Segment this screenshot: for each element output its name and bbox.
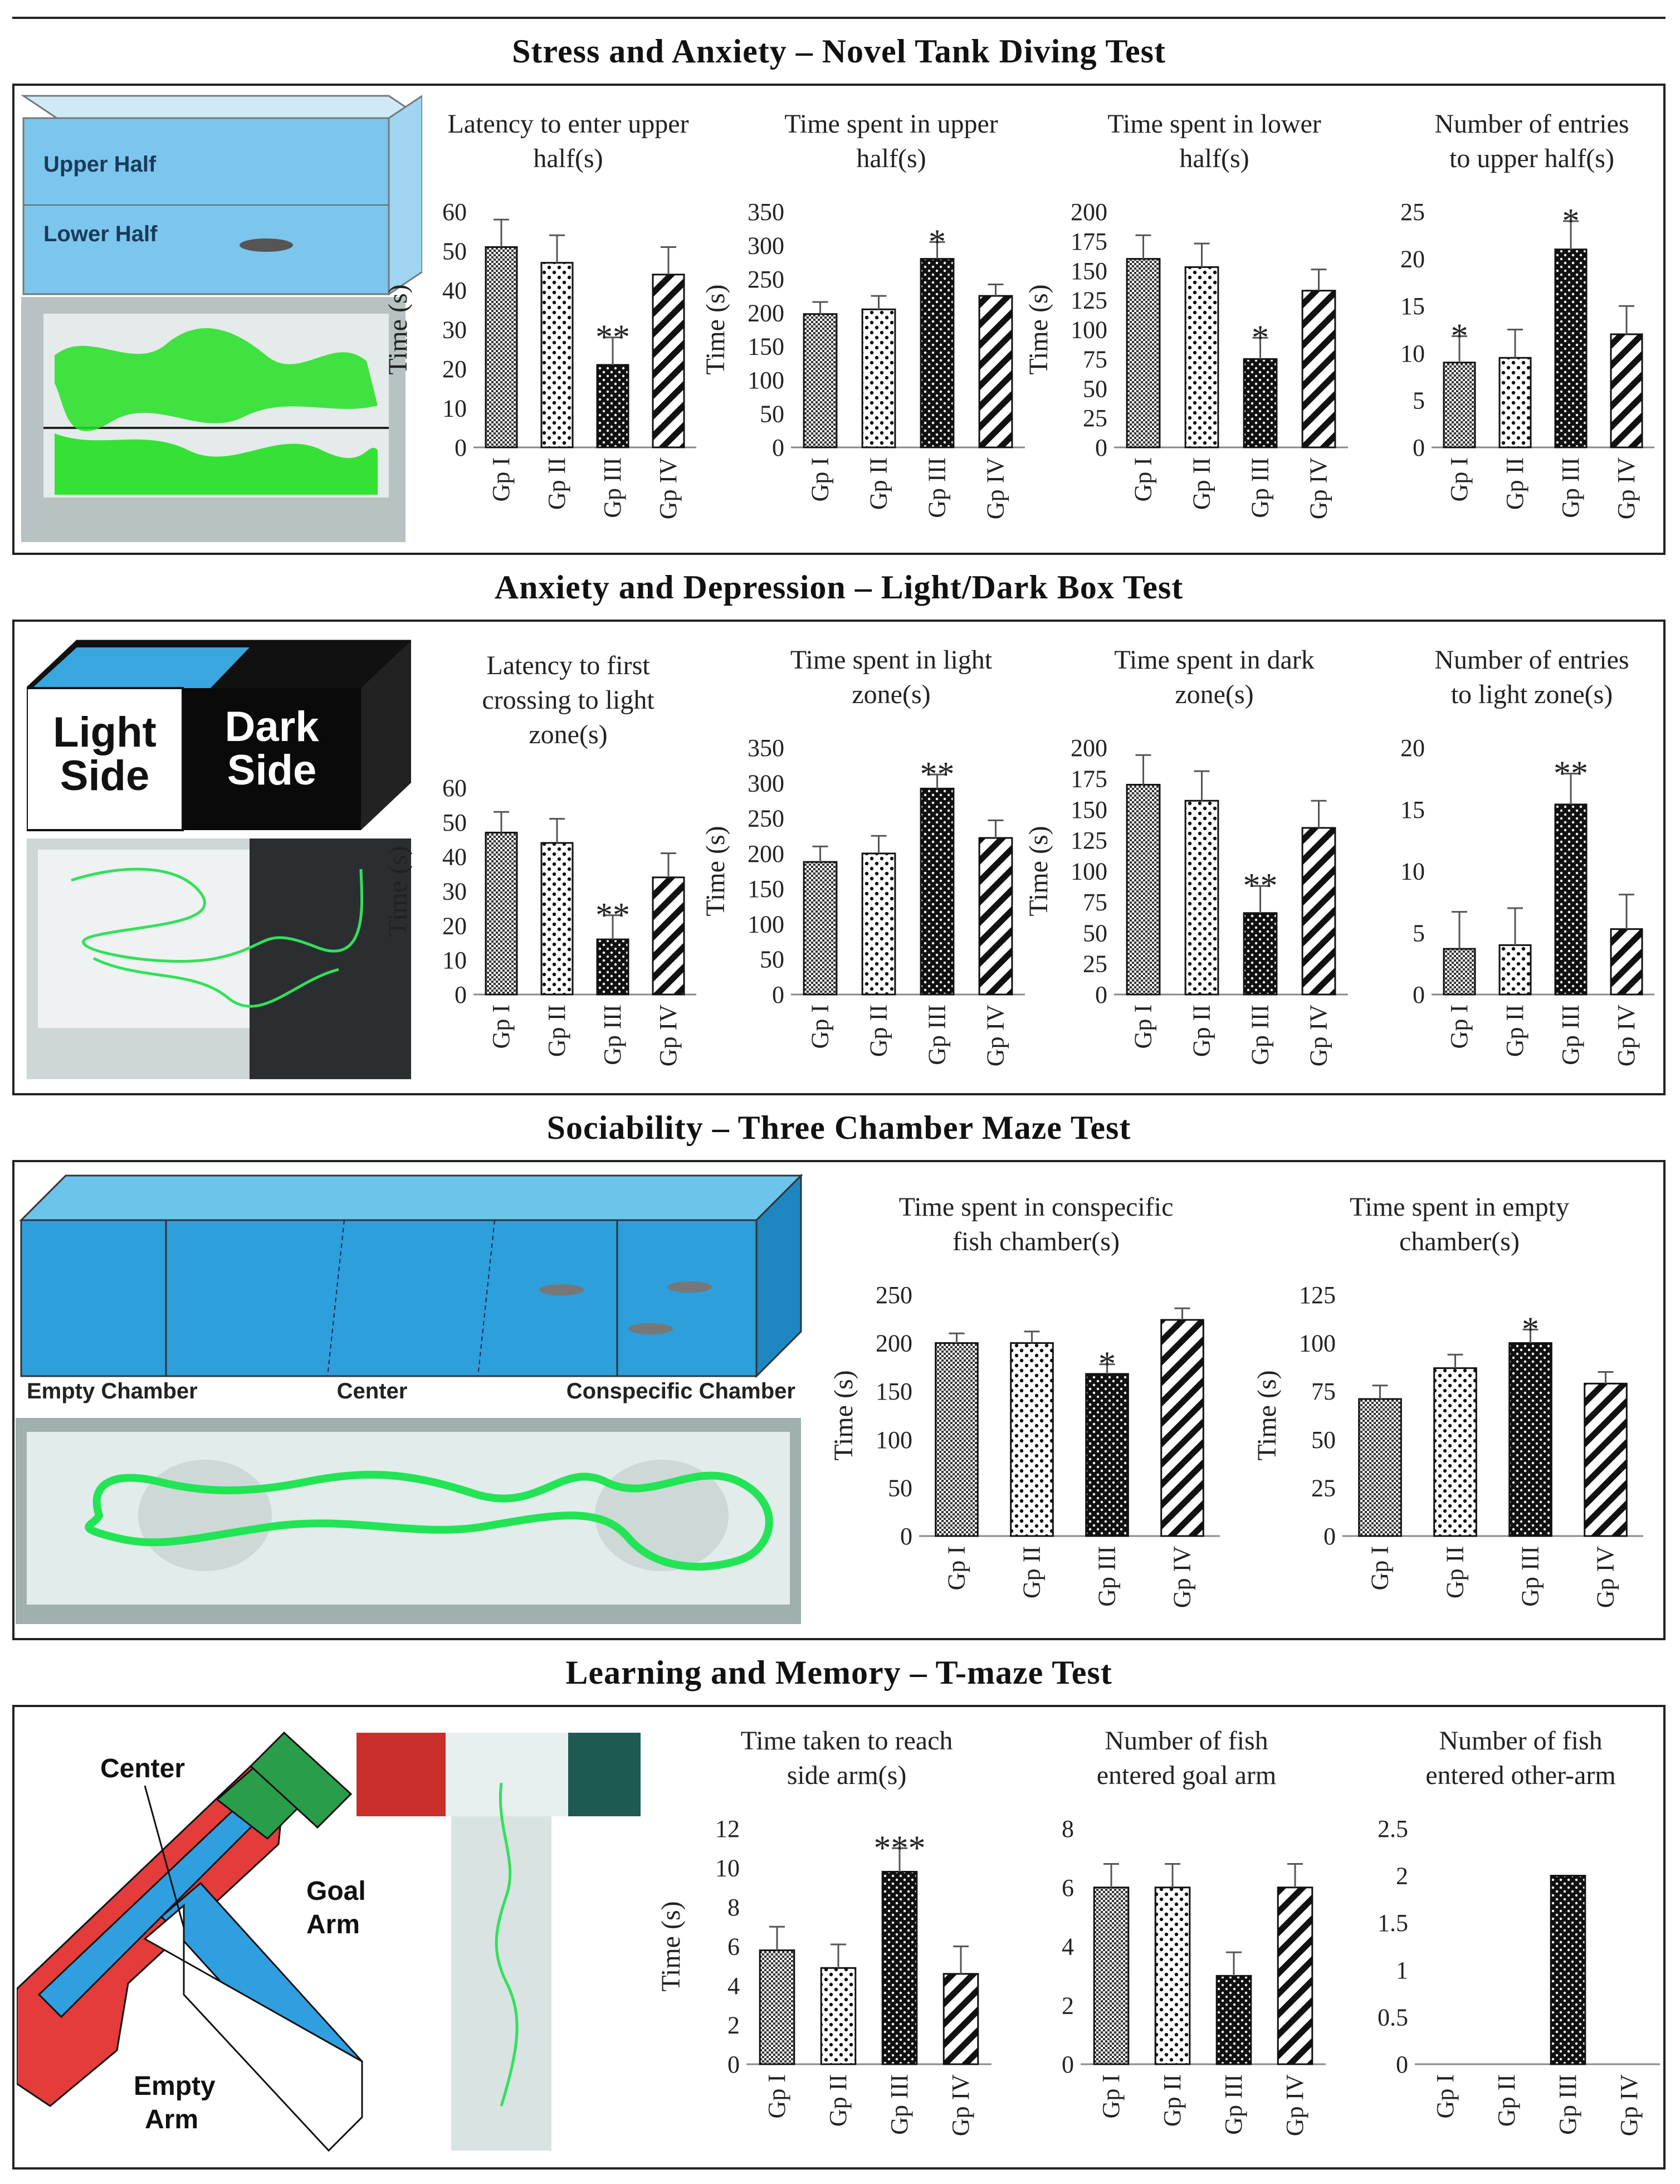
x-tick-label: Gp IV [1591, 1546, 1619, 1608]
dark-side-label-1: Dark [224, 703, 319, 750]
chart-time-upper-half [701, 105, 1036, 539]
section-header-three-chamber [12, 1093, 1666, 1162]
significance-marker: ** [1243, 867, 1278, 905]
x-tick-label: Gp I [1129, 457, 1157, 502]
y-tick-label: 200 [748, 840, 784, 867]
bar [1217, 1976, 1251, 2064]
y-tick-label: 75 [1083, 345, 1107, 373]
y-tick-label: 6 [727, 1933, 740, 1961]
y-tick-label: 20 [442, 912, 467, 940]
goal-arm-label-2: Arm [306, 1910, 360, 1939]
center-label: Center [336, 1379, 408, 1403]
x-tick-label: Gp I [1445, 457, 1473, 502]
x-tick-label: Gp II [1493, 2074, 1520, 2127]
chart-title: zone(s) [1175, 680, 1254, 709]
light-side-label-1: Light [53, 709, 157, 756]
bar [597, 365, 628, 447]
x-tick-label: Gp IV [1281, 2074, 1308, 2137]
x-tick-label: Gp III [1093, 1546, 1121, 1607]
x-tick-label: Gp IV [1305, 457, 1332, 520]
x-tick-label: Gp IV [1613, 457, 1640, 520]
y-tick-label: 0 [1413, 981, 1425, 1008]
y-tick-label: 60 [442, 198, 467, 226]
bar [1127, 259, 1160, 447]
x-tick-label: Gp III [1246, 457, 1274, 518]
y-tick-label: 0 [1062, 2051, 1074, 2078]
x-tick-label: Gp II [1441, 1546, 1469, 1599]
x-tick-label: Gp I [1097, 2074, 1125, 2119]
chart-time-empty-chamber [1242, 1188, 1654, 1628]
y-tick-label: 40 [442, 277, 467, 304]
bar [1302, 828, 1335, 994]
section-title: Stress and Anxiety – Novel Tank Diving Test [512, 32, 1166, 70]
bar [1185, 267, 1218, 447]
chart-title: Time spent in upper [784, 109, 998, 139]
y-axis-label: Time (s) [383, 846, 413, 937]
y-tick-label: 150 [748, 875, 784, 903]
bar [1155, 1888, 1190, 2064]
y-tick-label: 75 [1083, 888, 1107, 916]
x-tick-label: Gp I [1445, 1005, 1473, 1049]
chart-title: Number of fish [1105, 1726, 1268, 1756]
y-tick-label: 4 [1062, 1933, 1074, 1961]
section-header-novel-tank [12, 17, 1666, 86]
y-tick-label: 12 [715, 1815, 740, 1842]
y-tick-label: 10 [1400, 339, 1425, 367]
y-tick-label: 25 [1400, 198, 1425, 226]
bar [1185, 801, 1218, 994]
x-tick-label: Gp III [1557, 457, 1584, 518]
chart-svg [1348, 1722, 1671, 2156]
bar [1500, 945, 1531, 994]
bar [1551, 1876, 1585, 2064]
y-tick-label: 2 [1062, 1992, 1074, 2020]
chart-svg [819, 1188, 1231, 1628]
bar [1611, 929, 1642, 994]
y-tick-label: 25 [1311, 1474, 1336, 1502]
bar [1094, 1888, 1129, 2064]
bar [1585, 1383, 1627, 1536]
y-tick-label: 50 [442, 237, 467, 265]
x-tick-label: Gp IV [947, 2074, 974, 2137]
x-tick-label: Gp II [543, 457, 570, 510]
empty-arm-label-2: Arm [145, 2105, 199, 2134]
y-tick-label: 50 [760, 400, 784, 428]
bar [653, 275, 684, 447]
significance-marker: ** [595, 896, 630, 934]
bar [1500, 358, 1531, 447]
chart-svg [1014, 1722, 1337, 2156]
bar [1302, 291, 1335, 447]
three-chamber-illustration [16, 1170, 807, 1627]
x-tick-label: Gp II [1501, 1005, 1528, 1057]
y-tick-label: 30 [442, 878, 467, 905]
x-tick-label: Gp IV [981, 1005, 1009, 1067]
bar [1444, 363, 1475, 447]
significance-marker: * [1522, 1310, 1539, 1349]
x-tick-label: Gp I [487, 457, 515, 502]
chart-fish-goal-arm [1014, 1722, 1337, 2156]
chart-title: zone(s) [852, 680, 931, 709]
bar [804, 314, 837, 447]
bar [1127, 784, 1160, 994]
bar [541, 263, 573, 447]
y-tick-label: 250 [876, 1281, 912, 1309]
significance-marker: * [1451, 317, 1468, 355]
x-tick-label: Gp IV [655, 1005, 682, 1067]
x-tick-label: Gp I [942, 1546, 970, 1591]
x-tick-label: Gp II [543, 1005, 570, 1057]
y-tick-label: 100 [748, 910, 784, 938]
y-tick-label: 10 [1400, 857, 1425, 885]
x-tick-label: Gp I [1129, 1005, 1157, 1049]
y-tick-label: 4 [727, 1972, 740, 2000]
x-tick-label: Gp IV [1613, 1005, 1640, 1067]
y-tick-label: 250 [748, 265, 784, 293]
chart-svg [701, 105, 1036, 539]
lower-half-label: Lower Half [43, 222, 158, 246]
tmaze-illustration [17, 1716, 646, 2162]
chart-svg [383, 646, 707, 1086]
bar [1555, 805, 1586, 994]
y-tick-label: 100 [748, 367, 784, 394]
y-tick-label: 50 [1083, 375, 1107, 403]
y-tick-label: 200 [1071, 734, 1107, 762]
y-tick-label: 50 [442, 808, 467, 836]
y-tick-label: 40 [442, 843, 467, 871]
bar [541, 843, 573, 994]
section-header-light-dark [12, 553, 1666, 622]
x-tick-label: Gp III [599, 1005, 626, 1065]
y-tick-label: 10 [442, 394, 467, 422]
y-tick-label: 15 [1400, 796, 1425, 823]
bar [1086, 1374, 1129, 1536]
x-tick-label: Gp IV [981, 457, 1009, 520]
y-axis-label: Time (s) [829, 1370, 858, 1461]
significance-marker: ** [920, 755, 955, 794]
conspecific-chamber-label: Conspecific Chamber [566, 1379, 795, 1403]
x-tick-label: Gp IV [1168, 1546, 1196, 1608]
chart-entries-light-zone [1376, 641, 1666, 1086]
y-tick-label: 20 [1400, 734, 1425, 762]
y-tick-label: 200 [876, 1329, 912, 1357]
y-tick-label: 20 [442, 355, 467, 383]
x-tick-label: Gp IV [1305, 1005, 1332, 1067]
tmaze-photo [356, 1733, 446, 1816]
chart-time-lower-half [1024, 105, 1359, 539]
bar [1510, 1343, 1552, 1536]
y-tick-label: 150 [1071, 796, 1107, 823]
bar [597, 939, 628, 994]
bar [1244, 359, 1277, 447]
y-tick-label: 1 [1396, 1956, 1408, 1984]
x-tick-label: Gp II [1018, 1546, 1046, 1599]
chart-title: Time spent in dark [1114, 645, 1315, 675]
x-tick-label: Gp III [923, 457, 951, 518]
chart-svg [1024, 641, 1359, 1086]
y-tick-label: 2 [1396, 1862, 1408, 1890]
chart-svg [1024, 105, 1359, 539]
x-tick-label: Gp II [1159, 2074, 1186, 2127]
chart-title: to upper half(s) [1449, 144, 1614, 173]
y-tick-label: 2 [727, 2011, 740, 2039]
y-tick-label: 6 [1062, 1874, 1074, 1902]
chart-title: fish chamber(s) [953, 1227, 1120, 1256]
chart-title: half(s) [1179, 144, 1249, 173]
significance-marker: *** [873, 1829, 926, 1868]
fish-icon [240, 238, 293, 252]
chart-latency-upper-half [383, 105, 707, 539]
y-tick-label: 75 [1311, 1378, 1336, 1406]
y-tick-label: 150 [748, 333, 784, 360]
y-tick-label: 0 [772, 981, 784, 1008]
bar [862, 309, 895, 447]
goal-arm-label-1: Goal [306, 1876, 366, 1906]
y-tick-label: 250 [748, 805, 784, 832]
bar [1161, 1320, 1204, 1536]
y-tick-label: 25 [1083, 950, 1107, 978]
y-tick-label: 50 [1083, 919, 1107, 947]
y-tick-label: 100 [1071, 316, 1107, 344]
x-tick-label: Gp III [886, 2074, 913, 2135]
x-tick-label: Gp III [1246, 1005, 1274, 1065]
chart-time-light-zone [701, 641, 1036, 1086]
bar [944, 1974, 978, 2064]
y-tick-label: 2.5 [1378, 1815, 1408, 1842]
y-axis-label: Time (s) [656, 1901, 686, 1992]
bar [979, 838, 1012, 994]
y-tick-label: 300 [748, 232, 784, 260]
y-tick-label: 350 [748, 734, 784, 762]
y-tick-label: 0.5 [1378, 2003, 1408, 2031]
bar [1011, 1343, 1053, 1536]
empty-arm-label-1: Empty [134, 2071, 216, 2101]
y-tick-label: 125 [1071, 827, 1107, 855]
y-tick-label: 0 [727, 2051, 740, 2078]
chart-title: zone(s) [529, 720, 608, 749]
bar [821, 1968, 856, 2064]
bar [979, 296, 1012, 447]
y-tick-label: 150 [876, 1378, 912, 1406]
bar [882, 1872, 917, 2064]
x-tick-label: Gp III [1220, 2074, 1247, 2135]
significance-marker: ** [595, 318, 630, 357]
bar [1611, 334, 1642, 447]
y-axis-label: Time (s) [701, 284, 730, 375]
significance-marker: * [1098, 1345, 1116, 1383]
significance-marker: * [1562, 202, 1580, 240]
significance-marker: * [929, 223, 946, 261]
y-tick-label: 50 [888, 1474, 912, 1502]
y-tick-label: 350 [748, 198, 784, 226]
significance-marker: * [1252, 319, 1269, 357]
chart-title: Latency to first [486, 651, 650, 680]
y-tick-label: 10 [715, 1854, 740, 1882]
chart-title: Time spent in lower [1107, 109, 1321, 139]
x-tick-label: Gp II [824, 2074, 852, 2127]
chart-title: entered other-arm [1425, 1761, 1616, 1790]
x-tick-label: Gp II [865, 457, 892, 510]
bar [760, 1951, 794, 2064]
y-axis-label: Time (s) [701, 826, 730, 916]
y-tick-label: 100 [876, 1426, 912, 1454]
chart-title: Time spent in light [790, 645, 993, 675]
dark-side-label-2: Side [227, 747, 317, 794]
chart-title: entered goal arm [1096, 1761, 1277, 1790]
chart-title: Time spent in empty [1349, 1192, 1570, 1222]
y-tick-label: 20 [1400, 245, 1425, 273]
chart-time-side-arm [656, 1722, 1003, 2156]
y-tick-label: 0 [1413, 434, 1425, 461]
bar [1444, 949, 1475, 994]
bar [1278, 1888, 1312, 2064]
light-side-label-2: Side [60, 752, 150, 800]
chart-fish-other-arm [1348, 1722, 1671, 2156]
y-tick-label: 100 [1071, 857, 1107, 885]
y-tick-label: 5 [1413, 387, 1425, 415]
x-tick-label: Gp II [1501, 457, 1528, 510]
bar [921, 788, 954, 994]
bar [1555, 250, 1586, 447]
y-tick-label: 5 [1413, 919, 1425, 947]
x-tick-label: Gp III [599, 457, 626, 518]
tmaze-center-label: Center [100, 1754, 185, 1783]
y-tick-label: 200 [1071, 198, 1107, 226]
x-tick-label: Gp III [923, 1005, 951, 1065]
chart-title: Time taken to reach [740, 1726, 953, 1756]
x-tick-label: Gp II [1188, 457, 1215, 510]
y-tick-label: 30 [442, 316, 467, 344]
significance-marker: ** [1554, 754, 1588, 793]
x-tick-label: Gp IV [655, 457, 682, 520]
x-tick-label: Gp IV [1615, 2074, 1643, 2137]
x-tick-label: Gp II [865, 1005, 892, 1057]
x-tick-label: Gp I [487, 1005, 515, 1049]
chart-svg [1376, 105, 1666, 539]
y-tick-label: 10 [442, 947, 467, 974]
chart-title: Number of fish [1439, 1726, 1603, 1756]
y-tick-label: 125 [1071, 286, 1107, 314]
y-tick-label: 0 [1095, 981, 1107, 1008]
x-tick-label: Gp I [1432, 2074, 1459, 2119]
chart-title: crossing to light [482, 685, 655, 715]
bar [804, 862, 837, 994]
bar [653, 878, 684, 994]
x-tick-label: Gp I [806, 1005, 834, 1049]
chart-entries-upper-half [1376, 105, 1666, 539]
y-tick-label: 50 [760, 945, 784, 973]
bar [1359, 1399, 1401, 1536]
chart-time-dark-zone [1024, 641, 1359, 1086]
section-header-tmaze [12, 1638, 1666, 1707]
x-tick-label: Gp III [1516, 1546, 1544, 1607]
chart-svg [1242, 1188, 1654, 1628]
x-tick-label: Gp I [763, 2074, 790, 2119]
bar [936, 1343, 978, 1536]
section-title: Sociability – Three Chamber Maze Test [546, 1109, 1131, 1146]
y-tick-label: 25 [1083, 404, 1107, 432]
chart-title: to light zone(s) [1451, 680, 1613, 709]
upper-half-label: Upper Half [43, 152, 157, 177]
chart-time-conspecific [819, 1188, 1231, 1628]
chart-title: Number of entries [1434, 645, 1629, 675]
bar [921, 259, 954, 447]
y-tick-label: 50 [1311, 1426, 1336, 1454]
bar [486, 247, 517, 447]
bar [486, 832, 517, 994]
y-tick-label: 100 [1299, 1329, 1336, 1357]
y-tick-label: 0 [455, 434, 467, 461]
x-tick-label: Gp II [1188, 1005, 1215, 1057]
chart-title: Time spent in conspecific [898, 1192, 1174, 1222]
y-tick-label: 1.5 [1378, 1909, 1408, 1937]
y-tick-label: 8 [727, 1894, 740, 1921]
y-axis-label: Time (s) [1024, 284, 1053, 375]
x-tick-label: Gp I [806, 457, 834, 502]
y-axis-label: Time (s) [1024, 826, 1053, 916]
novel-tank-illustration [21, 94, 422, 545]
chart-title: Latency to enter upper [447, 109, 689, 139]
light-dark-illustration [27, 635, 411, 1081]
y-tick-label: 175 [1071, 765, 1107, 793]
y-tick-label: 0 [1095, 434, 1107, 461]
x-tick-label: Gp III [1554, 2074, 1581, 2135]
empty-chamber-label: Empty Chamber [27, 1379, 198, 1403]
chart-title: chamber(s) [1399, 1227, 1520, 1256]
chart-title: half(s) [856, 144, 926, 173]
chart-svg [383, 105, 707, 539]
y-tick-label: 8 [1062, 1815, 1074, 1842]
chart-title: Number of entries [1434, 109, 1629, 139]
chart-latency-light-zone [383, 646, 707, 1086]
x-tick-label: Gp I [1366, 1546, 1394, 1591]
y-tick-label: 15 [1400, 292, 1425, 320]
y-tick-label: 0 [900, 1523, 912, 1550]
y-tick-label: 200 [748, 299, 784, 327]
section-title: Learning and Memory – T-maze Test [565, 1654, 1112, 1691]
y-tick-label: 125 [1299, 1281, 1336, 1309]
chart-title: side arm(s) [787, 1761, 907, 1790]
y-axis-label: Time (s) [1252, 1370, 1282, 1461]
chart-svg [1376, 641, 1666, 1086]
x-tick-label: Gp III [1557, 1005, 1584, 1065]
chart-svg [701, 641, 1036, 1086]
bar [1244, 913, 1277, 994]
chart-title: half(s) [533, 144, 603, 173]
chart-svg [656, 1722, 1003, 2156]
y-tick-label: 175 [1071, 227, 1107, 255]
y-tick-label: 300 [748, 769, 784, 797]
section-title: Anxiety and Depression – Light/Dark Box Test [494, 568, 1184, 606]
bar [1434, 1368, 1477, 1536]
y-tick-label: 0 [455, 981, 467, 1008]
bar [862, 854, 895, 994]
y-tick-label: 60 [442, 774, 467, 802]
y-tick-label: 0 [1324, 1523, 1336, 1550]
y-tick-label: 150 [1071, 257, 1107, 285]
y-axis-label: Time (s) [383, 284, 413, 375]
y-tick-label: 0 [772, 434, 784, 461]
y-tick-label: 0 [1396, 2051, 1408, 2078]
